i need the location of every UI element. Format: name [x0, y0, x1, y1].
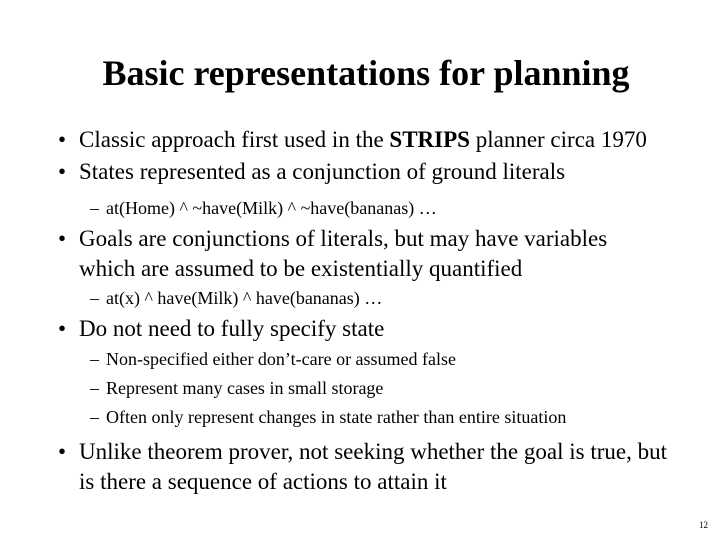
dash-marker: –	[90, 198, 99, 218]
bullet-marker: •	[58, 159, 67, 184]
bullet-text: Goals are conjunctions of literals, but may have variables which are assumed to be existentially quantified	[79, 226, 608, 281]
bullet-item	[58, 224, 658, 284]
sub-bullet-item	[90, 376, 700, 400]
bullet-marker: •	[58, 226, 67, 251]
bullet-item	[58, 314, 698, 344]
bullet-text: Do not need to fully specify state	[79, 316, 385, 341]
dash-marker: –	[90, 288, 99, 308]
bullet-item	[58, 157, 698, 187]
bullet-marker: •	[58, 439, 67, 464]
bullet-item	[58, 437, 678, 497]
sub-bullet-text: Non-specified either don’t-care or assumed false	[106, 349, 457, 369]
bullet-text-suffix: planner circa 1970	[469, 127, 647, 152]
bullet-text: Unlike theorem prover, not seeking whether the goal is true, but is there a sequence of actions to attain it	[79, 439, 667, 494]
sub-bullet-text: Often only represent changes in state rather than entire situation	[106, 407, 567, 427]
page-number: 12	[699, 520, 708, 530]
sub-bullet-item	[90, 347, 700, 371]
dash-marker: –	[90, 378, 99, 398]
sub-bullet-text: at(x) ^ have(Milk) ^ have(bananas) …	[106, 288, 383, 308]
slide-title: Basic representations for planning	[102, 53, 630, 93]
bullet-item	[58, 125, 698, 155]
bullet-text	[58, 125, 698, 155]
bullet-marker: •	[58, 316, 67, 341]
bullet-marker: •	[58, 127, 67, 152]
dash-marker: –	[90, 349, 99, 369]
dash-marker: –	[90, 407, 99, 427]
bullet-text-prefix: Classic approach first used in the	[79, 127, 390, 152]
sub-bullet-item	[90, 196, 700, 220]
bullet-text: States represented as a conjunction of ground literals	[79, 159, 566, 184]
sub-bullet-text: at(Home) ^ ~have(Milk) ^ ~have(bananas) …	[106, 198, 437, 218]
strips-emphasis: STRIPS	[389, 127, 470, 152]
sub-bullet-item	[90, 286, 700, 310]
sub-bullet-text: Represent many cases in small storage	[106, 378, 384, 398]
sub-bullet-item	[90, 405, 700, 429]
